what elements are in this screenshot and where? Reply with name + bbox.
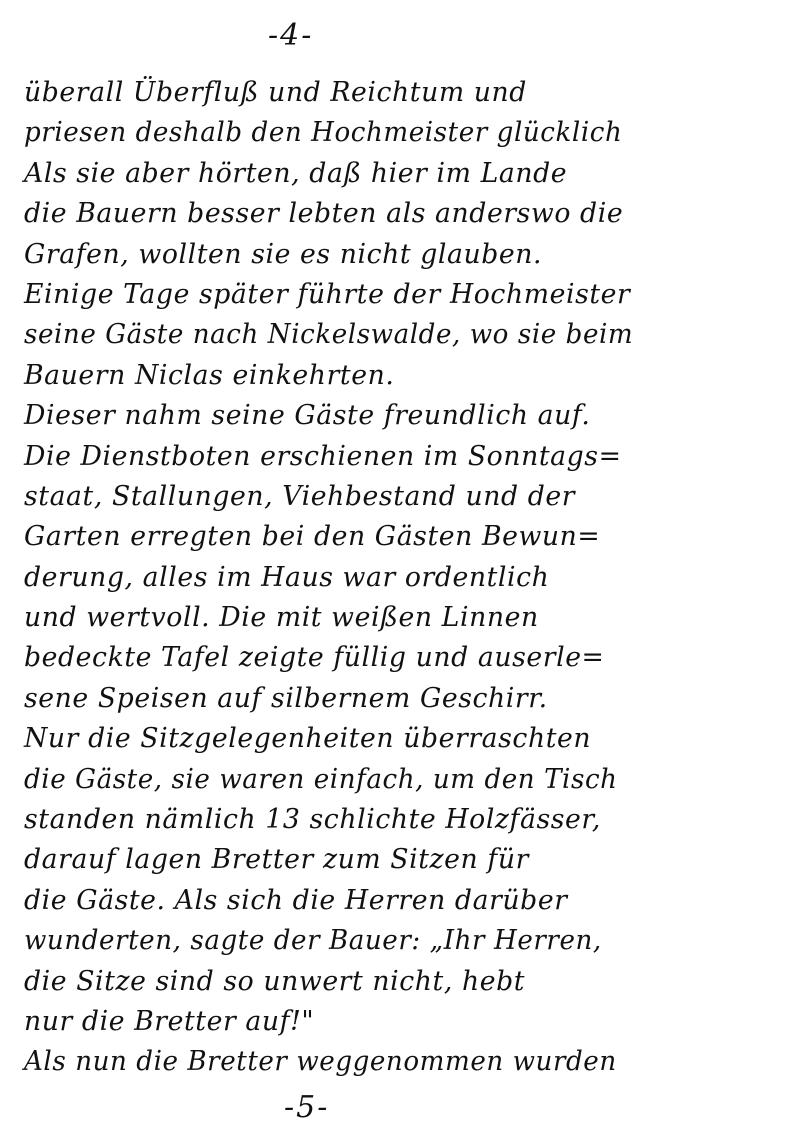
text-line: überall Überfluß und Reichtum und xyxy=(24,76,527,108)
text-line: Als nun die Bretter weggenommen wurden xyxy=(24,1045,617,1078)
text-line: Grafen, wollten sie es nicht glauben. xyxy=(24,237,543,270)
text-line: seine Gäste nach Nickelswalde, wo sie beim xyxy=(24,318,634,351)
text-line: Garten erregten bei den Gästen Bewun= xyxy=(24,520,601,553)
text-line: darauf lagen Bretter zum Sitzen für xyxy=(24,843,529,876)
text-line: standen nämlich 13 schlichte Holzfässer, xyxy=(24,803,601,836)
page-number-bottom: -5- xyxy=(284,1090,330,1125)
text-line: bedeckte Tafel zeigte füllig und auserle= xyxy=(24,641,605,674)
text-line: und wertvoll. Die mit weißen Linnen xyxy=(24,601,539,634)
text-line: Die Dienstboten erschienen im Sonntags= xyxy=(24,439,622,472)
text-line: Als sie aber hörten, daß hier im Lande xyxy=(24,156,568,189)
text-line: Dieser nahm seine Gäste freundlich auf. xyxy=(24,399,591,432)
text-line: wunderten, sagte der Bauer: „Ihr Herren, xyxy=(24,924,602,957)
text-line: derung, alles im Haus war ordentlich xyxy=(24,560,550,593)
text-line: staat, Stallungen, Viehbestand und der xyxy=(24,479,576,512)
text-line: Nur die Sitzgelegenheiten überraschten xyxy=(24,722,592,755)
text-line: die Gäste. Als sich die Herren darüber xyxy=(24,883,568,916)
text-line: Einige Tage später führte der Hochmeister xyxy=(24,277,631,310)
text-line: die Bauern besser lebten als anderswo die xyxy=(24,197,624,230)
page-number-top: -4- xyxy=(268,18,314,53)
text-line: Bauern Niclas einkehrten. xyxy=(24,358,395,391)
text-line: nur die Bretter auf!" xyxy=(24,1004,315,1037)
text-line: sene Speisen auf silbernem Geschirr. xyxy=(24,681,548,714)
text-line: die Gäste, sie waren einfach, um den Tisch xyxy=(24,762,618,795)
text-line: priesen deshalb den Hochmeister glücklich xyxy=(24,116,623,149)
text-line: die Sitze sind so unwert nicht, hebt xyxy=(24,964,526,997)
handwritten-text-block xyxy=(24,72,774,1082)
